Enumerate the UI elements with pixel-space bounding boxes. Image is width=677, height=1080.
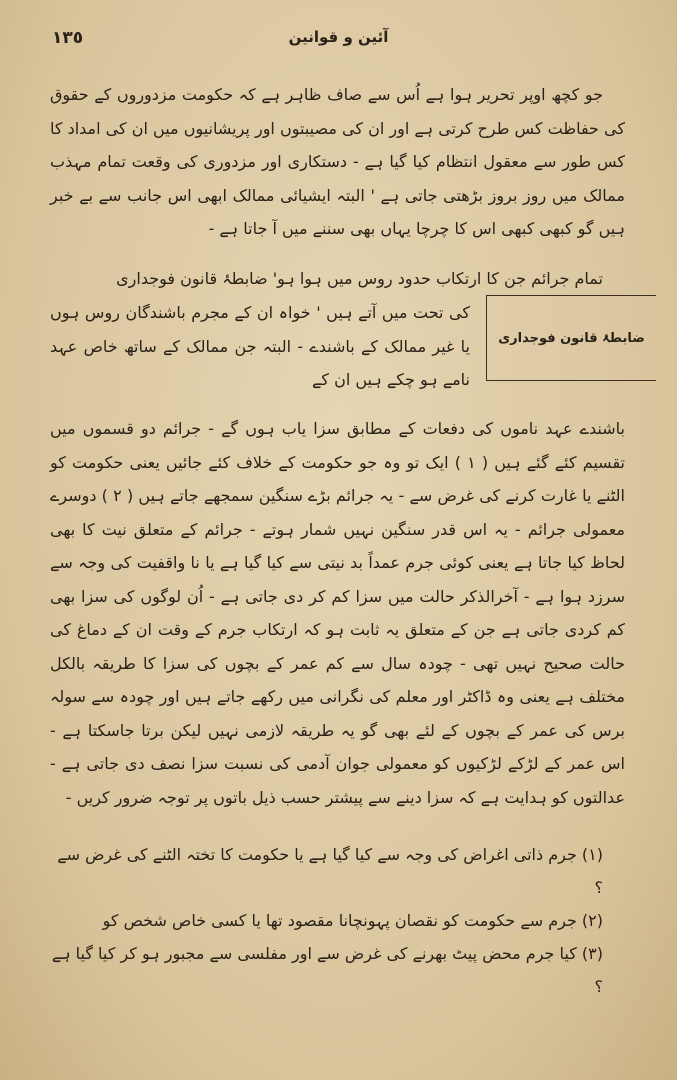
list-item: (٣) کیا جرم محض پیٹ بھرنے کی غرض سے اور مفلسی سے مجبور ہو کر کیا گیا ہے ؟ bbox=[51, 944, 603, 996]
paragraph-criminal-law-rest bbox=[50, 396, 625, 830]
paragraph-text: تمام جرائم جن کا ارتکاب حدود روس میں ہوا ہو' ضابطۂ قانون فوجداری bbox=[116, 269, 603, 288]
paragraph-criminal-law-lead bbox=[50, 262, 625, 296]
paragraph-labour-rights bbox=[50, 78, 625, 246]
marginal-note-criminal-code bbox=[486, 295, 656, 381]
paragraph-text: باشندے عہد ناموں کی دفعات کے مطابق سزا یاب ہوں گے - جرائم دو قسموں میں تقسیم کئے گئے ہیں ( ١ ) ایک تو وہ جو حکومت کے خلاف کئے جائیں یعنی حکومت کو الٹنے یا غارت کرنے کی غرض سے - یہ جرائم بڑے سنگین سمجھے جاتے ہیں ( ٢ ) دوسرے معمولی جرائم - یہ اس قدر سنگین نہیں شمار ہوتے - جرائم کے متعلق نیت کا بھی لحاظ کیا جاتا ہے یعنی کوئی جرم عمداً بد نیتی سے کیا گیا ہے یا نا واقفیت کی وجہ سے سرزد ہوا ہے - آخرالذکر حالت میں سزا کم کر دی جاتی ہے - اُن لوگوں کی سزا بھی کم کردی جاتی ہے جن کے متعلق یہ ثابت ہو کہ ارتکاب جرم کے وقت ان کے دماغ کی حالت صحیح نہیں تھی - چودہ سال سے کم عمر کے بچوں کی سزا کا طریقہ بالکل مختلف ہے یعنی وہ ڈاکٹر اور معلم کی نگرانی میں رکھے جاتے ہیں اور چودہ سے سولہ برس کی عمر کے بچوں کے لئے بھی گو یہ طریقہ لازمی نہیں لیکن برتا جاسکتا ہے - اس عمر کے لڑکے لڑکیوں کو معمولی جوان آدمی کی نسبت سزا نصف دی جاتی ہے - عدالتوں کو ہدایت ہے کہ سزا دینے سے پیشتر حسب ذیل باتوں پر توجہ ضرور کریں - bbox=[50, 419, 626, 807]
page-number: ١٣٥ bbox=[52, 28, 84, 48]
paragraph-text: کی تحت میں آتے ہیں ' خواہ ان کے مجرم باشندگان روس ہوں یا غیر ممالک کے باشندے - البتہ جن ممالک کے ساتھ خاص عہد نامے ہو چکے ہیں ان کے bbox=[50, 303, 470, 389]
paragraph-text: جو کچھ اوپر تحریر ہوا ہے اُس سے صاف ظاہر ہے کہ حکومت مزدوروں کے حقوق کی حفاظت کس طرح کرتی ہے اور ان کی مصیبتوں اور پریشانیوں میں ان کی امداد کا کس طور سے معقول انتظام کیا گیا ہے - دستکاری اور مزدوری کی وقعت تمام مہذب ممالک میں روز بروز بڑھتی جاتی ہے ' البتہ ایشیائی ممالک ابھی اس جانب سے بے خبر ہیں گو کبھی کبھی اس کا چرچا یہاں بھی سننے میں آ جاتا ہے - bbox=[50, 85, 625, 238]
list-item: (١) جرم ذاتی اغراض کی وجہ سے کیا گیا ہے یا حکومت کا تختہ الٹنے کی غرض سے ؟ bbox=[57, 845, 603, 897]
list-item: (٢) جرم سے حکومت کو نقصان پہونچانا مقصود تھا یا کسی خاص شخص کو bbox=[102, 911, 603, 930]
considerations-list bbox=[50, 838, 625, 1003]
paragraph-criminal-law-wrap bbox=[50, 296, 470, 397]
running-head-title: آئین و قوانین bbox=[288, 28, 389, 46]
marginal-note-label: ضابطۂ قانون فوجداری bbox=[498, 330, 645, 346]
